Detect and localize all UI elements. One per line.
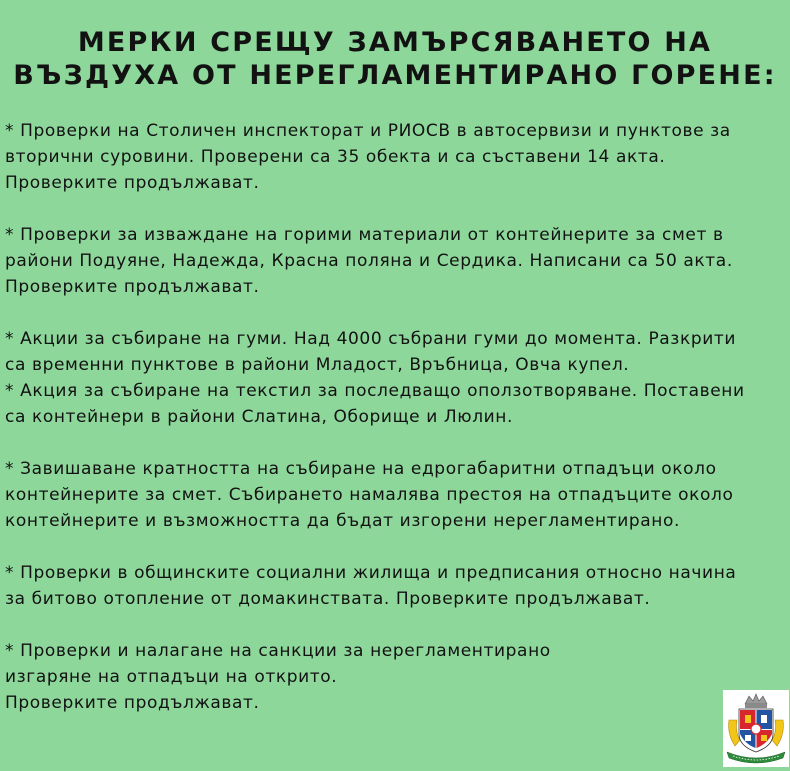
text-line: Проверките продължават. <box>5 173 260 193</box>
text-line: контейнерите за смет. Събирането намалява престоя на отпадъците около <box>5 485 734 505</box>
text-line: за битово отопление от домакинствата. Проверките продължават. <box>5 589 651 609</box>
text-line: * Проверки за изваждане на горими материали от контейнерите за смет в <box>5 225 724 245</box>
text-line: контейнерите и възможността да бъдат изгорени нерегламентирано. <box>5 511 681 531</box>
text-line: вторични суровини. Проверени са 35 обекта и са съставени 14 акта. <box>5 147 666 167</box>
text-line: Проверките продължават. <box>5 693 260 713</box>
text-line: са временни пунктове в райони Младост, Връбница, Овча купел. <box>5 355 630 375</box>
page-title-line-1: МЕРКИ СРЕЩУ ЗАМЪРСЯВАНЕТО НА <box>77 27 713 58</box>
text-line: райони Подуяне, Надежда, Красна поляна и Сердика. Написани са 50 акта. <box>5 251 733 271</box>
text-line: изгаряне на отпадъци на открито. <box>5 667 338 687</box>
text-line: Проверките продължават. <box>5 277 260 297</box>
text-line: * Проверки в общинските социални жилища и предписания относно начина <box>5 563 737 583</box>
text-line: са контейнери в райони Слатина, Оборище и Люлин. <box>5 407 514 427</box>
page-title-line-2: ВЪЗДУХА ОТ НЕРЕГЛАМЕНТИРАНО ГОРЕНЕ: <box>13 60 777 91</box>
sofia-coat-of-arms-icon <box>723 690 789 767</box>
text-line: * Проверки на Столичен инспекторат и РИОСВ в автосервизи и пунктове за <box>5 121 731 141</box>
text-line: * Акция за събиране на текстил за последващо оползотворяване. Поставени <box>5 381 745 401</box>
text-line: * Завишаване кратността на събиране на едрогабаритни отпадъци около <box>5 459 717 479</box>
text-line: * Акции за събиране на гуми. Над 4000 събрани гуми до момента. Разкрити <box>5 329 737 349</box>
text-line: * Проверки и налагане на санкции за нерегламентирано <box>5 641 551 661</box>
